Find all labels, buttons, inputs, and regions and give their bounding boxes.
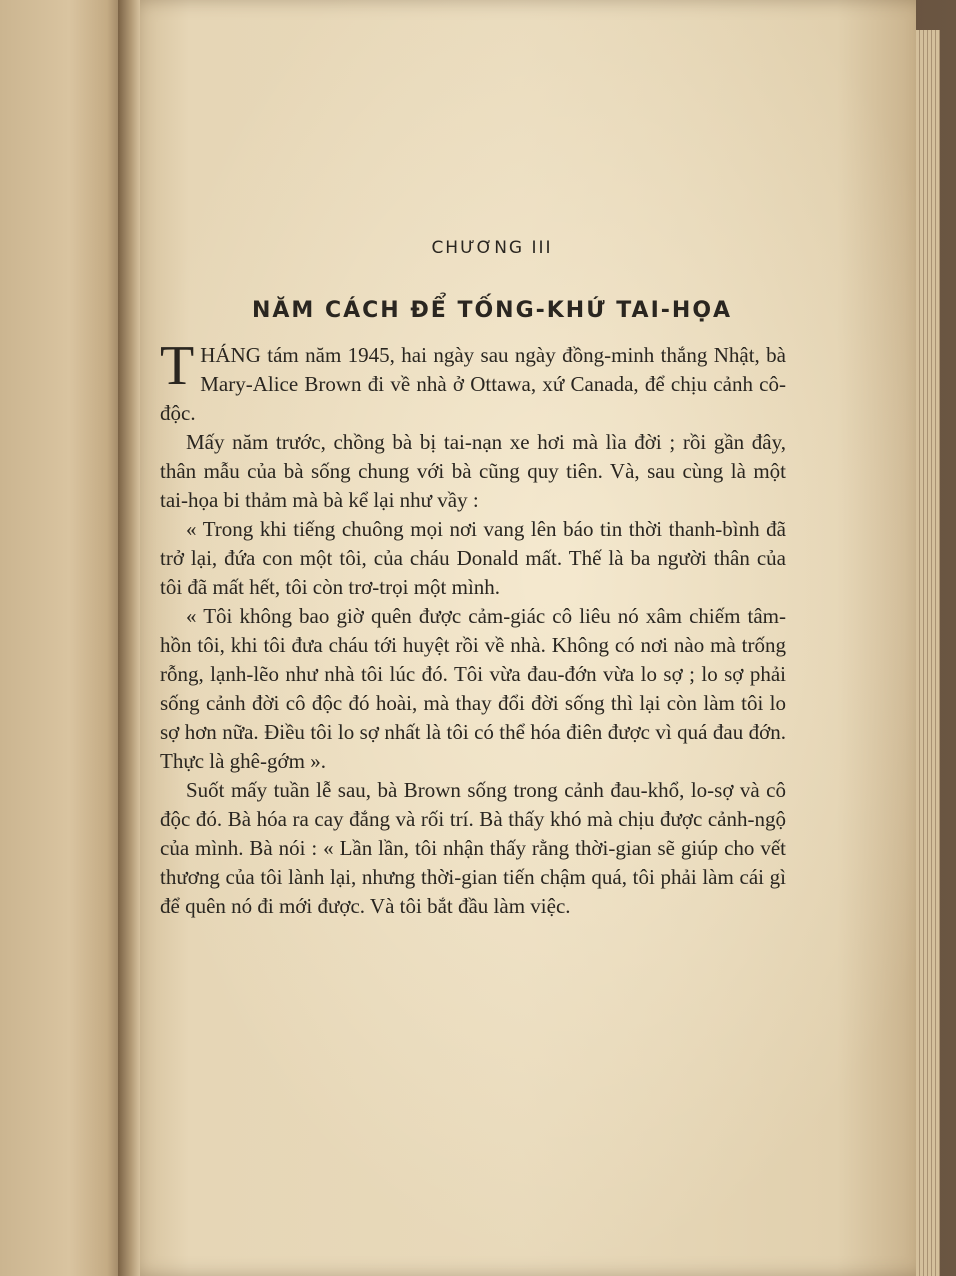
paragraph-2: Mấy năm trước, chồng bà bị tai-nạn xe hơi mà lìa đời ; rồi gần đây, thân mẫu của bà sống chung với bà cũng quy tiên. Và, sau cùng là một tai-họa bi thảm mà bà kể lại như vầy : (160, 430, 786, 512)
paragraph-1-text: HÁNG tám năm 1945, hai ngày sau ngày đồng-minh thắng Nhật, bà Mary-Alice Brown đi về nhà ở Ottawa, xứ Canada, để chịu cảnh cô-độc. (160, 343, 786, 425)
book-spine (118, 0, 140, 1276)
left-page (0, 0, 126, 1276)
paragraph-5: Suốt mấy tuần lễ sau, bà Brown sống trong cảnh đau-khổ, lo-sợ và cô độc đó. Bà hóa ra cay đắng và rối trí. Bà thấy khó mà chịu được cảnh-ngộ của mình. Bà nói : « Lần lần, tôi nhận thấy rằng thời-gian sẽ giúp cho vết thương của tôi lành lại, nhưng thời-gian tiến chậm quá, tôi phải làm cái gì để quên nó đi mới được. Và tôi bắt đầu làm việc. (160, 778, 786, 918)
page-content (160, 238, 786, 921)
paragraph-4: « Tôi không bao giờ quên được cảm-giác cô liêu nó xâm chiếm tâm-hồn tôi, khi tôi đưa cháu tới huyệt rồi về nhà. Không có nơi nào mà trống rỗng, lạnh-lẽo như nhà tôi lúc đó. Tôi vừa đau-đớn vừa lo sợ ; lo sợ phải sống cảnh đời cô độc đó hoài, mà thay đổi đời sống thì lại còn làm tôi lo sợ hơn nữa. Điều tôi lo sợ nhất là tôi có thể hóa điên được vì quá đau đớn. Thực là ghê-gớm ». (160, 604, 786, 773)
paragraph-3: « Trong khi tiếng chuông mọi nơi vang lên báo tin thời thanh-bình đã trở lại, đứa con một tôi, của cháu Donald mất. Thế là ba người thân của tôi đã mất hết, tôi còn trơ-trọi một mình. (160, 517, 786, 599)
drop-cap: T (160, 335, 195, 397)
chapter-heading: CHƯƠNG III (431, 238, 553, 258)
body-text (160, 335, 786, 921)
chapter-title: NĂM CÁCH ĐỂ TỐNG-KHỨ TAI-HỌA (251, 298, 733, 323)
book-page (126, 0, 916, 1276)
paragraph-1 (160, 335, 786, 428)
